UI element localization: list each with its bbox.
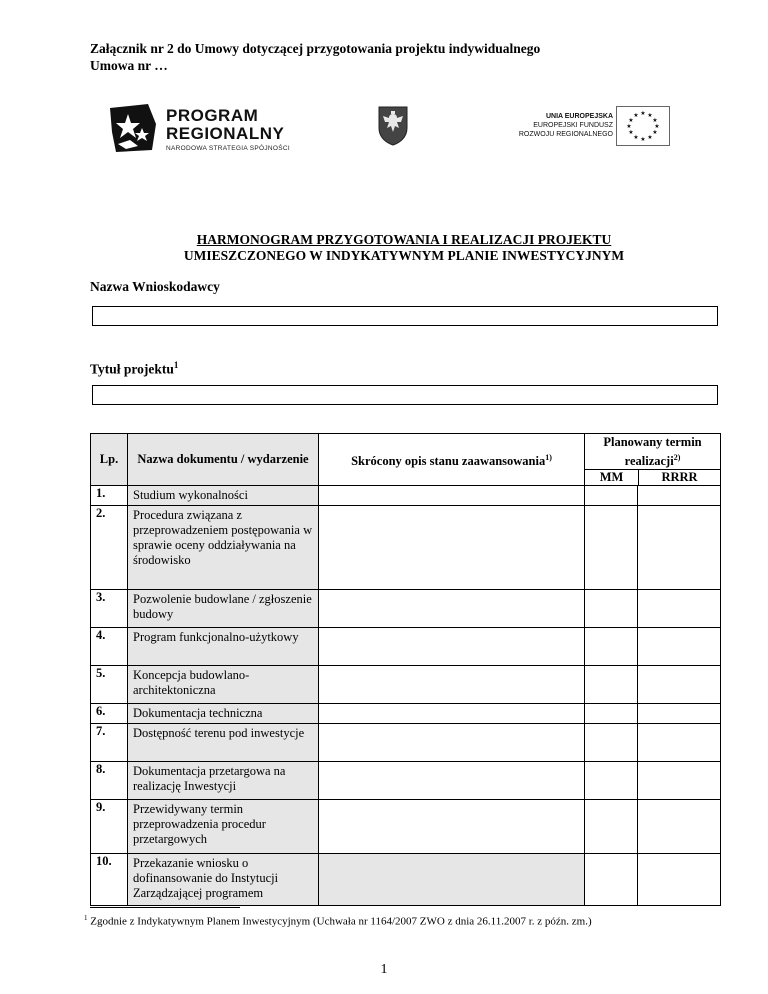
page-number: 1 xyxy=(380,962,388,977)
footnote-number: 1 xyxy=(84,914,88,922)
row-desc-cell[interactable] xyxy=(319,724,585,762)
title-line-1: HARMONOGRAM PRZYGOTOWANIA I REALIZACJI PROJEKTU xyxy=(196,232,612,247)
header-name xyxy=(128,434,319,486)
header-desc-text: Skrócony opis stanu zaawansowania xyxy=(351,454,546,469)
row-lp: 5. xyxy=(91,666,128,704)
row-lp: 2. xyxy=(91,506,128,590)
project-title-text: Tytuł projektu xyxy=(90,361,174,377)
row-desc-cell[interactable] xyxy=(319,704,585,724)
row-mm-cell[interactable] xyxy=(585,762,638,800)
table-row xyxy=(91,666,721,704)
row-mm-cell[interactable] xyxy=(585,486,638,506)
program-logo-line-2: REGIONALNY xyxy=(166,124,285,143)
svg-text:★: ★ xyxy=(633,112,639,119)
row-desc-cell[interactable] xyxy=(319,486,585,506)
table-row xyxy=(91,486,721,506)
row-lp: 10. xyxy=(91,854,128,906)
row-name: Przewidywany termin przeprowadzenia procedur przetargowych xyxy=(128,800,319,854)
header-line-1: Załącznik nr 2 do Umowy dotyczącej przygotowania projektu indywidualnego xyxy=(90,41,541,56)
svg-text:★: ★ xyxy=(654,123,660,130)
row-desc-cell[interactable] xyxy=(319,590,585,628)
header-name-text: Nazwa dokumentu / wydarzenie xyxy=(137,452,309,467)
program-star-icon xyxy=(108,102,160,154)
table-row xyxy=(91,762,721,800)
row-lp: 4. xyxy=(91,628,128,666)
row-mm-cell[interactable] xyxy=(585,724,638,762)
row-desc-cell[interactable] xyxy=(319,666,585,704)
row-name: Studium wykonalności xyxy=(128,486,319,506)
header-plan-line-2: realizacji xyxy=(624,454,674,469)
footnote xyxy=(84,914,592,928)
header-plan-line-1: Planowany termin xyxy=(603,435,702,449)
row-lp: 9. xyxy=(91,800,128,854)
eu-flag-icon xyxy=(616,106,670,146)
header-lp: Lp. xyxy=(91,434,128,486)
program-logo-line-3: NARODOWA STRATEGIA SPÓJNOŚCI xyxy=(166,145,290,152)
row-name: Dokumentacja techniczna xyxy=(128,704,319,724)
header-plan-sup: 2) xyxy=(673,453,681,462)
applicant-field[interactable] xyxy=(92,306,718,326)
table-row xyxy=(91,704,721,724)
row-desc-cell[interactable] xyxy=(319,800,585,854)
program-regionalny-logo xyxy=(108,102,328,158)
row-rrrr-cell[interactable] xyxy=(638,486,721,506)
row-rrrr-cell[interactable] xyxy=(638,628,721,666)
header-desc-sup: 1) xyxy=(545,453,552,462)
header-description xyxy=(319,434,585,486)
row-mm-cell[interactable] xyxy=(585,666,638,704)
row-lp: 7. xyxy=(91,724,128,762)
document-title xyxy=(90,232,718,264)
svg-text:★: ★ xyxy=(628,129,634,136)
table-row xyxy=(91,724,721,762)
logo-bar xyxy=(108,102,708,158)
svg-text:★: ★ xyxy=(628,117,634,124)
document-header xyxy=(90,40,540,74)
project-title-label xyxy=(90,360,178,378)
table-row xyxy=(91,800,721,854)
row-lp: 8. xyxy=(91,762,128,800)
table-header-row xyxy=(91,434,721,486)
project-footnote-ref: 1 xyxy=(173,360,179,370)
svg-text:★: ★ xyxy=(626,123,632,130)
row-rrrr-cell[interactable] xyxy=(638,666,721,704)
table-row xyxy=(91,506,721,590)
row-name: Przekazanie wniosku o dofinansowanie do Instytucji Zarządzającej programem xyxy=(128,854,319,906)
eu-line-1: UNIA EUROPEJSKA xyxy=(545,113,613,120)
row-lp: 3. xyxy=(91,590,128,628)
svg-text:★: ★ xyxy=(640,110,646,117)
row-desc-cell[interactable] xyxy=(319,506,585,590)
row-rrrr-cell[interactable] xyxy=(638,762,721,800)
row-name: Dokumentacja przetargowa na realizację Inwestycji xyxy=(128,762,319,800)
table-row xyxy=(91,628,721,666)
row-desc-cell xyxy=(319,854,585,906)
eu-fund-text xyxy=(513,112,613,139)
header-rrrr: RRRR xyxy=(661,470,698,485)
table-row xyxy=(91,590,721,628)
row-mm-cell[interactable] xyxy=(585,800,638,854)
row-name: Program funkcjonalno-użytkowy xyxy=(128,628,319,666)
title-line-2: UMIESZCZONEGO W INDYKATYWNYM PLANIE INWESTYCYJNYM xyxy=(183,248,625,263)
eu-line-2: EUROPEJSKI FUNDUSZ xyxy=(533,122,613,129)
footnote-divider xyxy=(90,907,240,908)
header-mm: MM xyxy=(585,470,639,485)
project-title-field[interactable] xyxy=(92,385,718,405)
applicant-label: Nazwa Wnioskodawcy xyxy=(90,279,220,294)
svg-text:★: ★ xyxy=(633,134,639,141)
row-mm-cell[interactable] xyxy=(585,590,638,628)
row-rrrr-cell[interactable] xyxy=(638,704,721,724)
row-lp: 1. xyxy=(91,486,128,506)
row-rrrr-cell[interactable] xyxy=(638,724,721,762)
row-mm-cell[interactable] xyxy=(585,704,638,724)
eu-line-3: ROZWOJU REGIONALNEGO xyxy=(518,131,613,138)
row-mm-cell[interactable] xyxy=(585,628,638,666)
row-name: Pozwolenie budowlane / zgłoszenie budowy xyxy=(128,590,319,628)
svg-text:★: ★ xyxy=(640,136,646,143)
row-name: Koncepcja budowlano-architektoniczna xyxy=(128,666,319,704)
program-logo-line-1: PROGRAM xyxy=(166,106,259,125)
schedule-table xyxy=(90,433,721,906)
header-plan-title xyxy=(585,434,720,469)
svg-text:★: ★ xyxy=(647,112,653,119)
row-desc-cell[interactable] xyxy=(319,762,585,800)
header-line-2: Umowa nr … xyxy=(90,58,168,73)
header-plan-subcols xyxy=(585,469,720,485)
row-lp: 6. xyxy=(91,704,128,724)
svg-text:★: ★ xyxy=(647,134,653,141)
row-rrrr-cell[interactable] xyxy=(638,590,721,628)
row-rrrr-cell[interactable] xyxy=(638,800,721,854)
row-rrrr-cell[interactable] xyxy=(638,854,721,906)
table-row xyxy=(91,854,721,906)
row-mm-cell[interactable] xyxy=(585,854,638,906)
svg-text:★: ★ xyxy=(652,117,658,124)
row-name: Dostępność terenu pod inwestycje xyxy=(128,724,319,762)
header-plan xyxy=(585,434,721,486)
row-rrrr-cell[interactable] xyxy=(638,506,721,590)
row-name: Procedura związana z przeprowadzeniem postępowania w sprawie oceny oddziaływania na środowisko xyxy=(128,506,319,590)
svg-text:★: ★ xyxy=(652,129,658,136)
eagle-crest-icon xyxy=(378,106,408,146)
footnote-text: Zgodnie z Indykatywnym Planem Inwestycyjnym (Uchwała nr 1164/2007 ZWO z dnia 26.11.2007 r. z późn. zm.) xyxy=(87,915,592,928)
row-mm-cell[interactable] xyxy=(585,506,638,590)
row-desc-cell[interactable] xyxy=(319,628,585,666)
